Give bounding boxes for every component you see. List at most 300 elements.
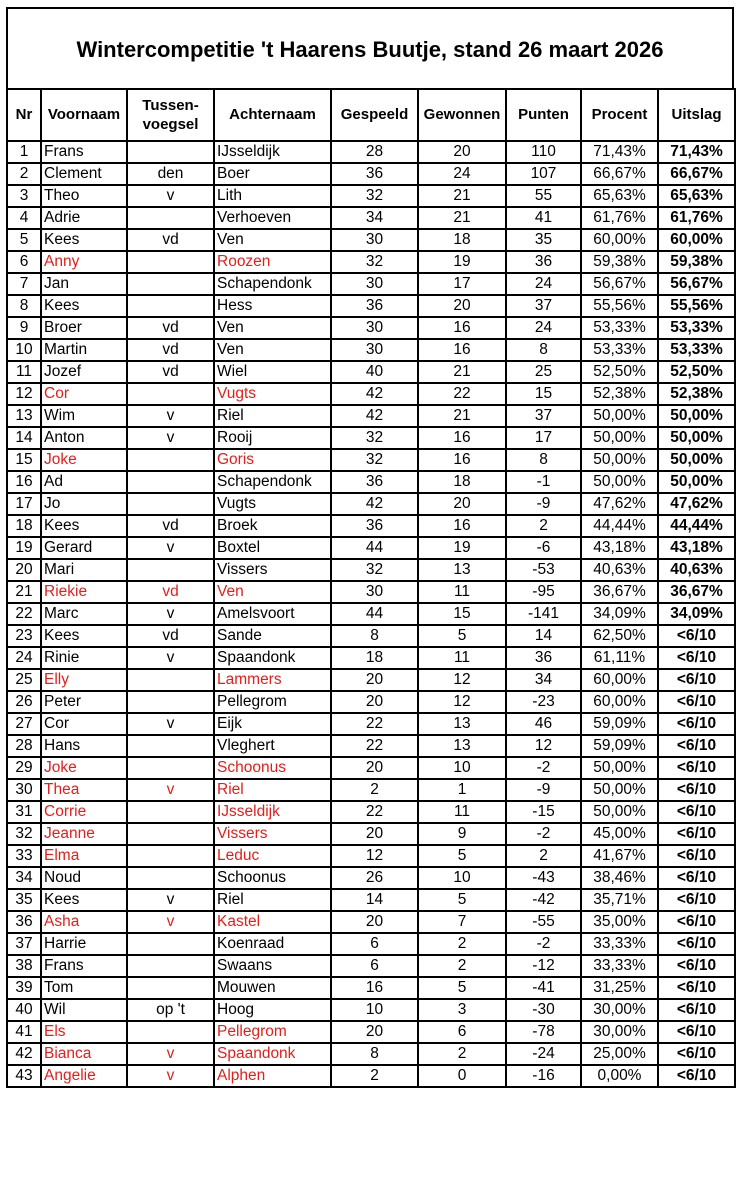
cell-gewonnen: 11 [418, 647, 506, 669]
cell-gewonnen: 21 [418, 207, 506, 229]
cell-punten: -55 [506, 911, 581, 933]
table-row [7, 361, 735, 383]
cell-voornaam: Jan [41, 273, 127, 295]
table-row [7, 801, 735, 823]
cell-procent: 50,00% [581, 757, 658, 779]
cell-gespeeld: 36 [331, 471, 418, 493]
cell-nr: 42 [7, 1043, 41, 1065]
cell-tussen [127, 669, 214, 691]
table-row [7, 603, 735, 625]
cell-tussen [127, 691, 214, 713]
cell-uitslag: <6/10 [658, 933, 735, 955]
cell-procent: 44,44% [581, 515, 658, 537]
cell-gewonnen: 15 [418, 603, 506, 625]
cell-tussen [127, 977, 214, 999]
cell-punten: 8 [506, 449, 581, 471]
header-tussenvoegsel-line1: Tussen- [142, 97, 199, 114]
cell-tussen [127, 801, 214, 823]
cell-gespeeld: 22 [331, 713, 418, 735]
cell-tussen [127, 757, 214, 779]
cell-voornaam: Gerard [41, 537, 127, 559]
cell-nr: 4 [7, 207, 41, 229]
cell-achternaam: Broek [214, 515, 331, 537]
header-tussenvoegsel [127, 89, 214, 141]
cell-achternaam: Ven [214, 229, 331, 251]
cell-procent: 38,46% [581, 867, 658, 889]
table-row [7, 999, 735, 1021]
cell-uitslag: 50,00% [658, 405, 735, 427]
cell-uitslag: <6/10 [658, 1065, 735, 1087]
cell-punten: -9 [506, 493, 581, 515]
cell-voornaam: Jeanne [41, 823, 127, 845]
cell-punten: 24 [506, 317, 581, 339]
cell-gewonnen: 7 [418, 911, 506, 933]
table-row [7, 889, 735, 911]
cell-gespeeld: 32 [331, 559, 418, 581]
cell-achternaam: Amelsvoort [214, 603, 331, 625]
cell-procent: 35,00% [581, 911, 658, 933]
cell-tussen [127, 823, 214, 845]
cell-punten: -2 [506, 757, 581, 779]
cell-nr: 21 [7, 581, 41, 603]
table-row [7, 251, 735, 273]
cell-punten: -12 [506, 955, 581, 977]
cell-gespeeld: 34 [331, 207, 418, 229]
table-row [7, 669, 735, 691]
cell-uitslag: <6/10 [658, 801, 735, 823]
table-row [7, 229, 735, 251]
cell-voornaam: Rinie [41, 647, 127, 669]
cell-procent: 50,00% [581, 779, 658, 801]
cell-achternaam: Spaandonk [214, 1043, 331, 1065]
cell-achternaam: Vleghert [214, 735, 331, 757]
cell-uitslag: 53,33% [658, 339, 735, 361]
cell-uitslag: 56,67% [658, 273, 735, 295]
cell-nr: 29 [7, 757, 41, 779]
cell-gewonnen: 16 [418, 515, 506, 537]
cell-achternaam: Eijk [214, 713, 331, 735]
cell-uitslag: <6/10 [658, 647, 735, 669]
cell-tussen [127, 449, 214, 471]
cell-voornaam: Riekie [41, 581, 127, 603]
cell-achternaam: IJsseldijk [214, 801, 331, 823]
cell-punten: -95 [506, 581, 581, 603]
cell-punten: 36 [506, 647, 581, 669]
cell-nr: 26 [7, 691, 41, 713]
cell-gewonnen: 11 [418, 801, 506, 823]
table-row [7, 427, 735, 449]
cell-nr: 37 [7, 933, 41, 955]
cell-voornaam: Peter [41, 691, 127, 713]
cell-uitslag: <6/10 [658, 823, 735, 845]
cell-achternaam: Ven [214, 339, 331, 361]
header-tussenvoegsel-line2: voegsel [142, 116, 199, 133]
cell-tussen: op 't [127, 999, 214, 1021]
cell-tussen [127, 735, 214, 757]
table-row [7, 581, 735, 603]
cell-voornaam: Frans [41, 141, 127, 163]
cell-tussen [127, 295, 214, 317]
cell-nr: 14 [7, 427, 41, 449]
cell-uitslag: 47,62% [658, 493, 735, 515]
cell-tussen: v [127, 1043, 214, 1065]
cell-gewonnen: 19 [418, 537, 506, 559]
cell-gewonnen: 2 [418, 1043, 506, 1065]
cell-achternaam: Hess [214, 295, 331, 317]
table-row [7, 867, 735, 889]
cell-achternaam: Vissers [214, 823, 331, 845]
sheet-title: Wintercompetitie 't Haarens Buutje, stand 26 maart 2026 [6, 7, 734, 88]
cell-uitslag: 43,18% [658, 537, 735, 559]
cell-uitslag: <6/10 [658, 669, 735, 691]
header-voornaam: Voornaam [41, 89, 127, 141]
cell-gespeeld: 32 [331, 251, 418, 273]
cell-voornaam: Anny [41, 251, 127, 273]
cell-punten: 2 [506, 845, 581, 867]
cell-uitslag: 44,44% [658, 515, 735, 537]
cell-voornaam: Theo [41, 185, 127, 207]
cell-tussen: v [127, 405, 214, 427]
cell-tussen [127, 933, 214, 955]
cell-nr: 3 [7, 185, 41, 207]
cell-tussen [127, 845, 214, 867]
cell-gespeeld: 22 [331, 801, 418, 823]
cell-punten: -24 [506, 1043, 581, 1065]
table-row [7, 757, 735, 779]
cell-gewonnen: 16 [418, 339, 506, 361]
cell-nr: 36 [7, 911, 41, 933]
cell-tussen [127, 471, 214, 493]
cell-gespeeld: 28 [331, 141, 418, 163]
header-uitslag: Uitslag [658, 89, 735, 141]
cell-gewonnen: 13 [418, 735, 506, 757]
cell-procent: 59,38% [581, 251, 658, 273]
table-row [7, 185, 735, 207]
cell-punten: 55 [506, 185, 581, 207]
cell-gewonnen: 20 [418, 295, 506, 317]
cell-procent: 50,00% [581, 427, 658, 449]
cell-uitslag: <6/10 [658, 1021, 735, 1043]
cell-gewonnen: 16 [418, 317, 506, 339]
cell-uitslag: <6/10 [658, 691, 735, 713]
cell-procent: 0,00% [581, 1065, 658, 1087]
cell-nr: 34 [7, 867, 41, 889]
cell-tussen: v [127, 911, 214, 933]
cell-nr: 32 [7, 823, 41, 845]
cell-tussen [127, 559, 214, 581]
cell-punten: 15 [506, 383, 581, 405]
cell-achternaam: Ven [214, 581, 331, 603]
table-row [7, 295, 735, 317]
cell-achternaam: Riel [214, 405, 331, 427]
table-row [7, 911, 735, 933]
cell-uitslag: <6/10 [658, 867, 735, 889]
cell-punten: -16 [506, 1065, 581, 1087]
cell-nr: 1 [7, 141, 41, 163]
table-row [7, 625, 735, 647]
cell-procent: 53,33% [581, 339, 658, 361]
cell-nr: 12 [7, 383, 41, 405]
cell-procent: 50,00% [581, 471, 658, 493]
cell-voornaam: Kees [41, 295, 127, 317]
cell-uitslag: 65,63% [658, 185, 735, 207]
table-row [7, 273, 735, 295]
cell-procent: 61,11% [581, 647, 658, 669]
cell-gewonnen: 21 [418, 361, 506, 383]
cell-nr: 28 [7, 735, 41, 757]
cell-uitslag: 52,50% [658, 361, 735, 383]
table-row [7, 647, 735, 669]
cell-nr: 8 [7, 295, 41, 317]
cell-procent: 47,62% [581, 493, 658, 515]
cell-achternaam: Schapendonk [214, 471, 331, 493]
cell-voornaam: Jo [41, 493, 127, 515]
cell-gewonnen: 16 [418, 449, 506, 471]
cell-punten: -43 [506, 867, 581, 889]
cell-nr: 19 [7, 537, 41, 559]
cell-gespeeld: 12 [331, 845, 418, 867]
cell-voornaam: Elma [41, 845, 127, 867]
header-procent: Procent [581, 89, 658, 141]
cell-tussen [127, 383, 214, 405]
cell-uitslag: 50,00% [658, 427, 735, 449]
cell-gewonnen: 5 [418, 889, 506, 911]
cell-uitslag: <6/10 [658, 845, 735, 867]
cell-punten: 41 [506, 207, 581, 229]
cell-voornaam: Wil [41, 999, 127, 1021]
cell-voornaam: Joke [41, 757, 127, 779]
cell-tussen: v [127, 537, 214, 559]
cell-voornaam: Mari [41, 559, 127, 581]
cell-uitslag: 50,00% [658, 471, 735, 493]
cell-nr: 43 [7, 1065, 41, 1087]
cell-voornaam: Kees [41, 515, 127, 537]
cell-procent: 59,09% [581, 735, 658, 757]
cell-uitslag: <6/10 [658, 955, 735, 977]
cell-tussen [127, 1021, 214, 1043]
cell-uitslag: 50,00% [658, 449, 735, 471]
cell-uitslag: <6/10 [658, 625, 735, 647]
cell-punten: -9 [506, 779, 581, 801]
cell-voornaam: Jozef [41, 361, 127, 383]
cell-tussen: v [127, 427, 214, 449]
cell-gespeeld: 22 [331, 735, 418, 757]
cell-gespeeld: 6 [331, 955, 418, 977]
cell-nr: 18 [7, 515, 41, 537]
cell-punten: -1 [506, 471, 581, 493]
cell-tussen [127, 493, 214, 515]
cell-achternaam: Rooij [214, 427, 331, 449]
cell-nr: 6 [7, 251, 41, 273]
cell-achternaam: Pellegrom [214, 691, 331, 713]
cell-punten: 14 [506, 625, 581, 647]
table-row [7, 955, 735, 977]
cell-uitslag: 53,33% [658, 317, 735, 339]
cell-gespeeld: 32 [331, 449, 418, 471]
cell-gewonnen: 19 [418, 251, 506, 273]
table-row [7, 559, 735, 581]
cell-gespeeld: 14 [331, 889, 418, 911]
cell-voornaam: Elly [41, 669, 127, 691]
cell-gespeeld: 2 [331, 779, 418, 801]
cell-achternaam: Wiel [214, 361, 331, 383]
cell-tussen: v [127, 603, 214, 625]
cell-uitslag: <6/10 [658, 999, 735, 1021]
cell-achternaam: Kastel [214, 911, 331, 933]
cell-punten: 34 [506, 669, 581, 691]
cell-gespeeld: 44 [331, 537, 418, 559]
cell-nr: 24 [7, 647, 41, 669]
cell-nr: 15 [7, 449, 41, 471]
cell-procent: 36,67% [581, 581, 658, 603]
cell-gewonnen: 9 [418, 823, 506, 845]
cell-nr: 40 [7, 999, 41, 1021]
cell-punten: 8 [506, 339, 581, 361]
cell-gespeeld: 32 [331, 427, 418, 449]
cell-achternaam: Verhoeven [214, 207, 331, 229]
cell-voornaam: Broer [41, 317, 127, 339]
table-row [7, 141, 735, 163]
header-row [7, 89, 735, 141]
header-nr: Nr [7, 89, 41, 141]
cell-voornaam: Cor [41, 713, 127, 735]
cell-gewonnen: 5 [418, 625, 506, 647]
cell-procent: 50,00% [581, 449, 658, 471]
cell-gespeeld: 20 [331, 823, 418, 845]
cell-uitslag: <6/10 [658, 713, 735, 735]
cell-gespeeld: 20 [331, 691, 418, 713]
cell-procent: 56,67% [581, 273, 658, 295]
cell-tussen [127, 867, 214, 889]
cell-voornaam: Anton [41, 427, 127, 449]
table-row [7, 471, 735, 493]
table-row [7, 339, 735, 361]
cell-procent: 40,63% [581, 559, 658, 581]
cell-uitslag: 60,00% [658, 229, 735, 251]
cell-nr: 27 [7, 713, 41, 735]
cell-nr: 35 [7, 889, 41, 911]
cell-voornaam: Ad [41, 471, 127, 493]
cell-tussen: v [127, 779, 214, 801]
cell-gewonnen: 24 [418, 163, 506, 185]
cell-voornaam: Wim [41, 405, 127, 427]
table-row [7, 977, 735, 999]
cell-tussen [127, 251, 214, 273]
cell-nr: 41 [7, 1021, 41, 1043]
cell-nr: 39 [7, 977, 41, 999]
cell-voornaam: Hans [41, 735, 127, 757]
standings-sheet [6, 7, 734, 1088]
cell-punten: 24 [506, 273, 581, 295]
table-row [7, 933, 735, 955]
cell-uitslag: <6/10 [658, 735, 735, 757]
cell-voornaam: Tom [41, 977, 127, 999]
cell-gewonnen: 2 [418, 933, 506, 955]
cell-uitslag: <6/10 [658, 889, 735, 911]
cell-uitslag: 55,56% [658, 295, 735, 317]
cell-achternaam: Vissers [214, 559, 331, 581]
cell-gespeeld: 36 [331, 515, 418, 537]
cell-gewonnen: 18 [418, 229, 506, 251]
cell-gespeeld: 30 [331, 317, 418, 339]
cell-nr: 30 [7, 779, 41, 801]
cell-procent: 25,00% [581, 1043, 658, 1065]
cell-gespeeld: 42 [331, 493, 418, 515]
cell-gewonnen: 20 [418, 141, 506, 163]
cell-nr: 38 [7, 955, 41, 977]
cell-gewonnen: 1 [418, 779, 506, 801]
cell-punten: 107 [506, 163, 581, 185]
cell-achternaam: Pellegrom [214, 1021, 331, 1043]
cell-gewonnen: 18 [418, 471, 506, 493]
cell-gewonnen: 11 [418, 581, 506, 603]
cell-nr: 33 [7, 845, 41, 867]
cell-punten: 37 [506, 405, 581, 427]
cell-punten: 35 [506, 229, 581, 251]
cell-tussen: v [127, 889, 214, 911]
table-row [7, 317, 735, 339]
cell-nr: 5 [7, 229, 41, 251]
cell-gespeeld: 20 [331, 669, 418, 691]
cell-gespeeld: 32 [331, 185, 418, 207]
cell-tussen: vd [127, 361, 214, 383]
cell-procent: 60,00% [581, 669, 658, 691]
cell-tussen [127, 273, 214, 295]
cell-procent: 55,56% [581, 295, 658, 317]
cell-achternaam: Leduc [214, 845, 331, 867]
cell-nr: 17 [7, 493, 41, 515]
cell-voornaam: Noud [41, 867, 127, 889]
cell-voornaam: Frans [41, 955, 127, 977]
cell-punten: 17 [506, 427, 581, 449]
table-row [7, 163, 735, 185]
cell-gespeeld: 44 [331, 603, 418, 625]
cell-procent: 45,00% [581, 823, 658, 845]
cell-gewonnen: 17 [418, 273, 506, 295]
cell-procent: 71,43% [581, 141, 658, 163]
cell-uitslag: 40,63% [658, 559, 735, 581]
cell-procent: 31,25% [581, 977, 658, 999]
cell-punten: 2 [506, 515, 581, 537]
table-row [7, 493, 735, 515]
cell-procent: 30,00% [581, 999, 658, 1021]
cell-gespeeld: 20 [331, 1021, 418, 1043]
cell-punten: 46 [506, 713, 581, 735]
cell-procent: 52,38% [581, 383, 658, 405]
cell-gewonnen: 13 [418, 713, 506, 735]
cell-gespeeld: 6 [331, 933, 418, 955]
cell-achternaam: Lith [214, 185, 331, 207]
cell-tussen: vd [127, 515, 214, 537]
cell-punten: 37 [506, 295, 581, 317]
cell-gespeeld: 36 [331, 163, 418, 185]
table-row [7, 449, 735, 471]
cell-achternaam: Boer [214, 163, 331, 185]
cell-voornaam: Kees [41, 625, 127, 647]
cell-procent: 60,00% [581, 229, 658, 251]
cell-achternaam: Alphen [214, 1065, 331, 1087]
cell-procent: 35,71% [581, 889, 658, 911]
table-row [7, 735, 735, 757]
cell-gewonnen: 22 [418, 383, 506, 405]
cell-procent: 50,00% [581, 405, 658, 427]
cell-nr: 10 [7, 339, 41, 361]
cell-voornaam: Martin [41, 339, 127, 361]
cell-voornaam: Asha [41, 911, 127, 933]
cell-nr: 11 [7, 361, 41, 383]
cell-punten: -6 [506, 537, 581, 559]
cell-achternaam: Swaans [214, 955, 331, 977]
